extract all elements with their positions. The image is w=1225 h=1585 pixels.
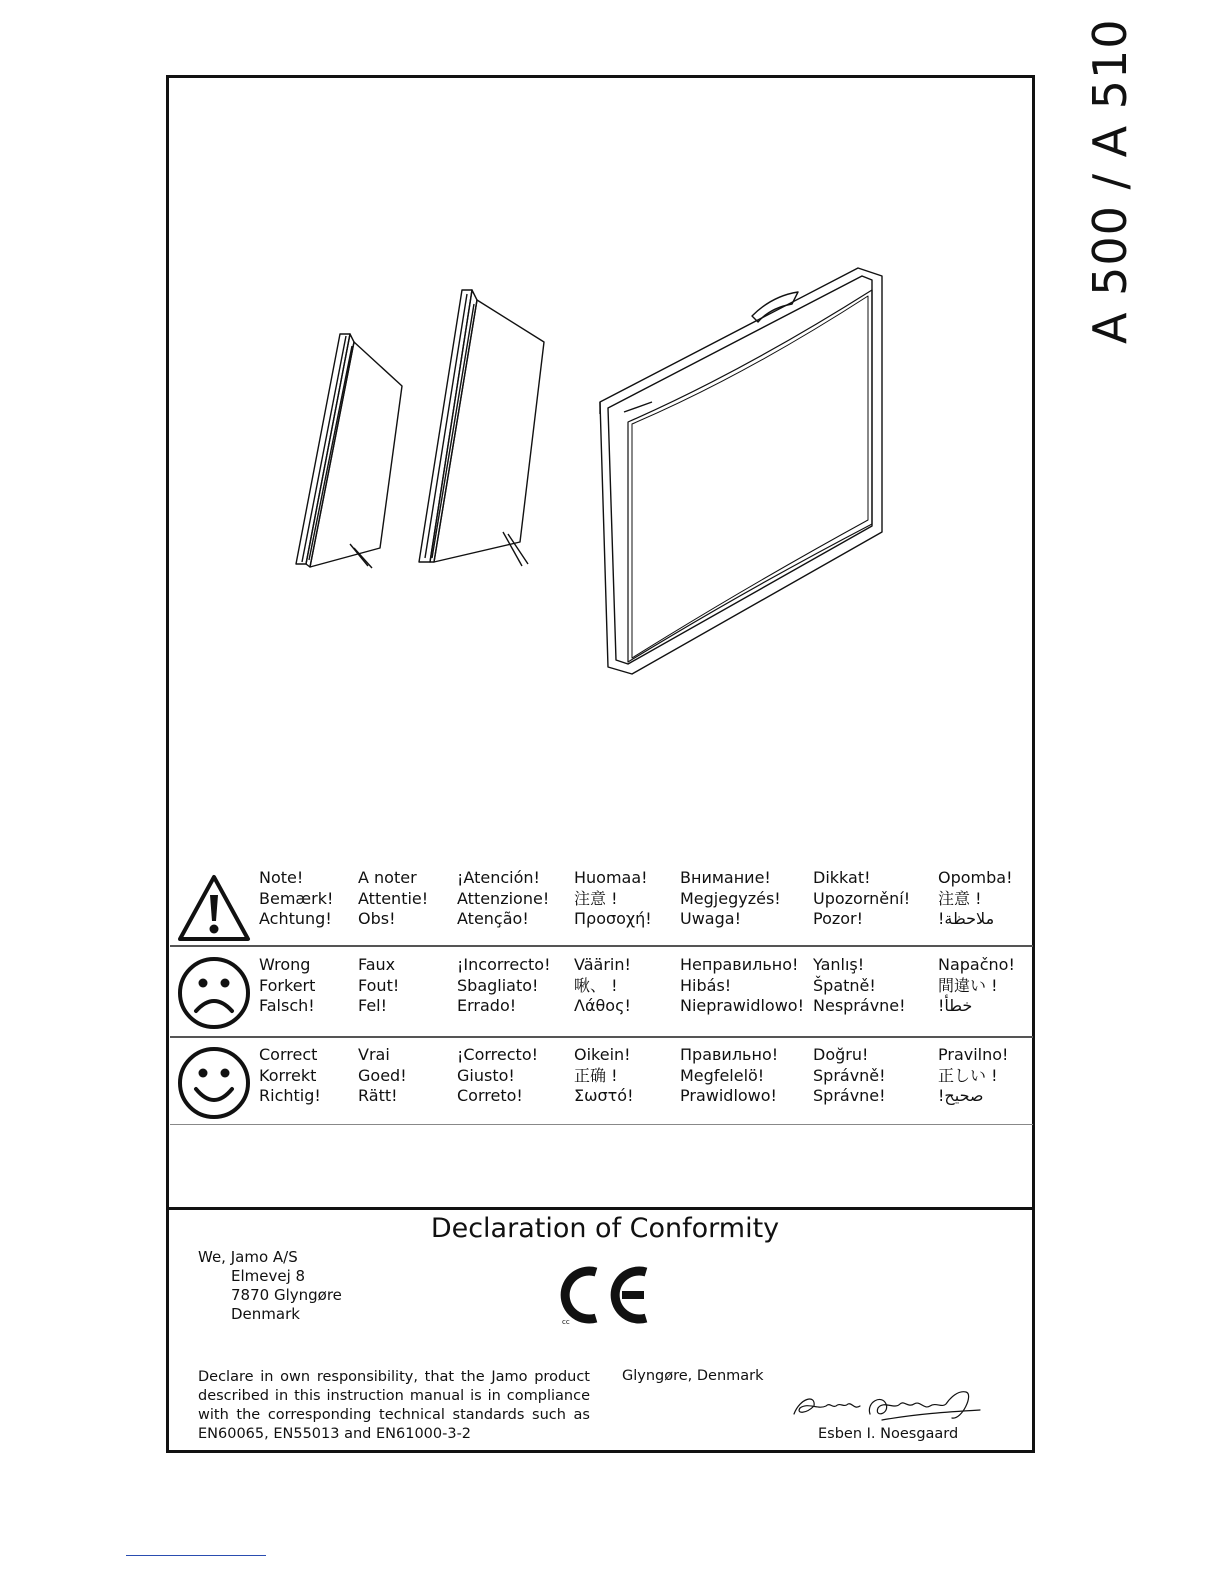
correct-col-5: Правильно! Megfelelö! Prawidlowo!	[680, 1045, 779, 1105]
note-col-2: A noter Attentie! Obs!	[358, 868, 429, 928]
note-col-5: Внимание! Megjegyzés! Uwaga!	[680, 868, 781, 928]
wrong-col-4: Väärin! 啾、 ! Λάθος!	[574, 955, 631, 1015]
row-divider	[170, 1036, 1033, 1038]
note-col-6: Dikkat! Upozornění! Pozor!	[813, 868, 911, 928]
note-row	[170, 868, 1032, 944]
declaration-place: Glyngøre, Denmark	[622, 1368, 764, 1384]
correct-row	[170, 1045, 1032, 1121]
correct-col-6: Doğru! Správně! Správne!	[813, 1045, 886, 1105]
wrong-row	[170, 955, 1032, 1031]
smiley-face-icon	[176, 1045, 252, 1121]
svg-text:cc: cc	[562, 1318, 570, 1326]
wrong-col-5: Неправильно! Hibás! Nieprawidlowo!	[680, 955, 805, 1015]
address-lead: We,	[198, 1248, 226, 1266]
signer-name: Esben I. Noesgaard	[818, 1426, 959, 1442]
section-divider	[166, 1207, 1035, 1210]
note-col-3: ¡Atención! Attenzione! Atenção!	[457, 868, 550, 928]
note-col-1: Note! Bemærk! Achtung!	[259, 868, 334, 928]
wrong-col-6: Yanlış! Špatně! Nesprávne!	[813, 955, 906, 1015]
correct-col-2: Vrai Goed! Rätt!	[358, 1045, 407, 1105]
note-col-7: Opomba! 注意 ! !ملاحظة	[938, 868, 1013, 928]
address-country: Denmark	[231, 1305, 300, 1323]
wrong-col-3: ¡Incorrecto! Sbagliato! Errado!	[457, 955, 551, 1015]
note-col-4: Huomaa! 注意 ! Προσοχή!	[574, 868, 652, 928]
speaker-small-drawing	[296, 334, 402, 568]
correct-col-1: Correct Korrekt Richtig!	[259, 1045, 321, 1105]
wrong-col-2: Faux Fout! Fel!	[358, 955, 400, 1015]
declaration-statement: Declare in own responsibility, that the Jamo product described in this instruction manual is in compliance with the corresponding technical standards such as EN60065, EN55013 and EN61000-3-2	[198, 1369, 590, 1442]
wrong-col-1: Wrong Forkert Falsch!	[259, 955, 316, 1015]
row-divider	[170, 1124, 1033, 1125]
address-company: Jamo A/S	[230, 1248, 298, 1266]
address-city: 7870 Glyngøre	[231, 1286, 342, 1304]
speaker-tall-drawing	[419, 290, 544, 566]
company-address	[198, 1248, 342, 1324]
speaker-wall-drawing	[600, 268, 882, 674]
product-illustration	[272, 262, 892, 682]
ce-mark-icon	[558, 1262, 654, 1326]
declaration-title: Declaration of Conformity	[430, 1213, 780, 1244]
footer-link-underline	[126, 1555, 266, 1556]
correct-col-7: Pravilno! 正しい ! !صحيح	[938, 1045, 1009, 1105]
address-street: Elmevej 8	[231, 1267, 306, 1285]
warning-icon	[176, 870, 252, 946]
sad-face-icon	[176, 955, 252, 1031]
wrong-col-7: Napačno! 間違い ! !خطأ	[938, 955, 1015, 1015]
correct-col-3: ¡Correcto! Giusto! Correto!	[457, 1045, 539, 1105]
row-divider	[170, 945, 1033, 947]
signature-image	[786, 1384, 982, 1430]
correct-col-4: Oikein! 正确 ! Σωστό!	[574, 1045, 634, 1105]
